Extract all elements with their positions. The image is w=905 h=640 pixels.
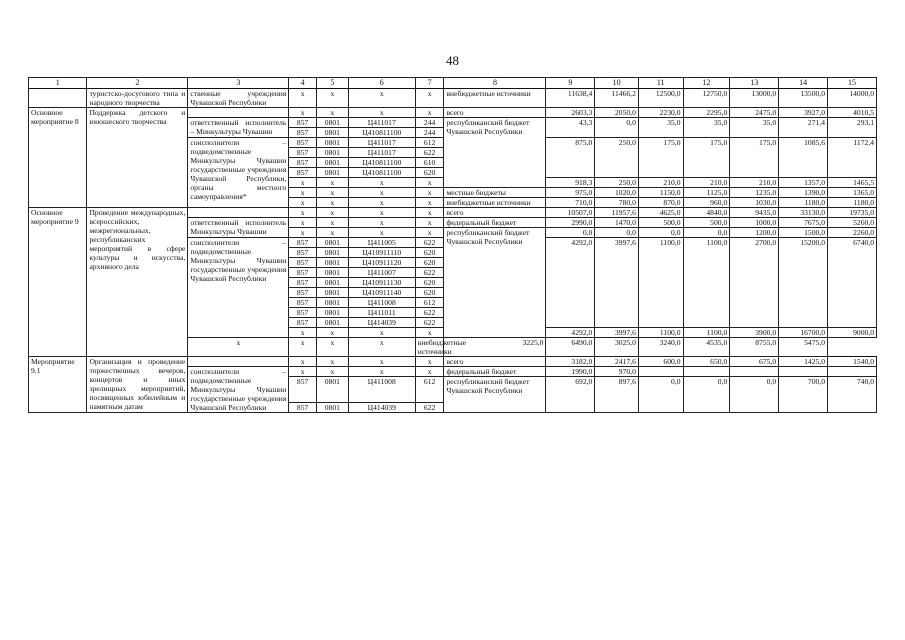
amount-cell: 1365,0	[828, 188, 877, 198]
grbs-code-cell: x	[289, 198, 317, 208]
amount-cell: 1125,0	[683, 188, 730, 198]
executor-cell	[188, 357, 289, 367]
amount-cell: 11638,4	[546, 89, 595, 108]
grbs-code-cell: x	[289, 367, 317, 377]
event-name-cell: туристско-досугового типа и народного творчества	[87, 89, 188, 108]
amount-cell: 11466,2	[595, 89, 639, 108]
amount-cell: 692,0	[546, 377, 595, 413]
target-article-cell: x	[348, 367, 415, 377]
header-cell: 6	[348, 78, 415, 89]
amount-cell: 1100,0	[638, 328, 683, 338]
amount-cell: 1180,0	[828, 198, 877, 208]
amount-cell: 3025,0	[595, 338, 639, 357]
amount-cell: 10507,0	[546, 208, 595, 218]
expense-type-cell: x	[415, 89, 444, 108]
amount-cell: 1390,0	[779, 188, 828, 198]
amount-cell: 4292,0	[546, 328, 595, 338]
amount-cell: 3997,6	[595, 328, 639, 338]
budget-table	[28, 77, 877, 413]
grbs-code-cell: 857	[289, 403, 317, 413]
amount-cell	[683, 367, 730, 377]
funding-source-cell: всего	[444, 208, 546, 218]
expense-type-cell: 620	[415, 288, 444, 298]
section-code-cell: 0801	[316, 138, 348, 148]
event-name-cell: Поддержка детского и юношеского творчества	[87, 108, 188, 208]
section-code-cell: 0801	[316, 128, 348, 138]
section-code-cell: x	[316, 208, 348, 218]
grbs-code-cell: 857	[289, 377, 317, 403]
expense-type-cell: 612	[415, 138, 444, 148]
target-article-cell: Ц411008	[348, 298, 415, 308]
target-article-cell: Ц414039	[348, 318, 415, 328]
grbs-code-cell: x	[289, 218, 317, 228]
funding-source-cell: всего	[444, 357, 546, 367]
header-cell: 5	[316, 78, 348, 89]
amount-cell: 35,0	[730, 118, 779, 138]
event-name-cell: Проведение международных, всероссийских, межрегиональных, республиканских мероприятий в сфере культуры и искусства, архивного дела	[87, 208, 188, 357]
amount-cell: 2700,0	[730, 238, 779, 328]
amount-cell: 0,0	[546, 228, 595, 238]
amount-cell: 250,0	[595, 178, 639, 188]
header-cell: 7	[415, 78, 444, 89]
expense-type-cell: x	[415, 188, 444, 198]
amount-cell: 293,1	[828, 118, 877, 138]
header-cell: 2	[87, 78, 188, 89]
header-cell: 1	[29, 78, 87, 89]
funding-source-cell: федеральный бюджет	[444, 367, 546, 377]
grbs-code-cell: 857	[289, 268, 317, 278]
header-cell: 10	[595, 78, 639, 89]
amount-cell: 3927,0	[779, 108, 828, 118]
target-article-cell: Ц411017	[348, 148, 415, 158]
header-cell: 3	[188, 78, 289, 89]
grbs-code-cell: 857	[289, 308, 317, 318]
expense-type-cell: x	[415, 178, 444, 188]
target-article-cell: Ц411008	[348, 377, 415, 403]
section-code-cell: 0801	[316, 248, 348, 258]
amount-cell: 33130,0	[779, 208, 828, 218]
funding-source-cell: республиканский бюджет Чувашской Республики	[444, 118, 546, 188]
grbs-code-cell: x	[289, 178, 317, 188]
target-article-cell: Ц410911130	[348, 278, 415, 288]
grbs-code-cell: x	[289, 108, 317, 118]
amount-cell: 175,0	[683, 138, 730, 178]
section-code-cell: 0801	[316, 298, 348, 308]
amount-cell: 7675,0	[779, 218, 828, 228]
amount-cell: 2417,6	[595, 357, 639, 367]
section-code-cell: 0801	[316, 238, 348, 248]
target-article-cell: Ц411011	[348, 308, 415, 318]
table-row	[29, 89, 877, 108]
section-code-cell: x	[316, 228, 348, 238]
amount-cell: 650,0	[683, 357, 730, 367]
amount-cell: 2230,0	[638, 108, 683, 118]
table-row	[29, 108, 877, 118]
target-article-cell: Ц410911140	[348, 288, 415, 298]
section-code-cell: x	[316, 357, 348, 367]
target-article-cell: x	[348, 328, 415, 338]
amount-cell: 175,0	[730, 138, 779, 178]
executor-cell	[188, 108, 289, 118]
target-article-cell: x	[348, 357, 415, 367]
event-label-cell	[29, 89, 87, 108]
grbs-code-cell: 857	[289, 248, 317, 258]
grbs-code-cell: 857	[289, 138, 317, 148]
executor-cell	[188, 208, 289, 218]
amount-cell: 43,3	[546, 118, 595, 138]
amount-cell: 9000,0	[828, 328, 877, 338]
target-article-cell: Ц411017	[348, 138, 415, 148]
header-cell: 13	[730, 78, 779, 89]
expense-type-cell: 622	[415, 148, 444, 158]
section-code-cell: 0801	[316, 318, 348, 328]
amount-cell: 780,0	[595, 198, 639, 208]
section-code-cell: 0801	[316, 308, 348, 318]
target-article-cell: x	[348, 218, 415, 228]
amount-cell: 3997,6	[595, 238, 639, 328]
expense-type-cell: x	[415, 328, 444, 338]
expense-type-cell: 612	[415, 377, 444, 403]
amount-cell	[638, 367, 683, 377]
event-label-cell: Основное мероприятие 9	[29, 208, 87, 357]
section-code-cell: x	[316, 198, 348, 208]
grbs-code-cell: x	[289, 357, 317, 367]
expense-type-cell: x	[415, 367, 444, 377]
target-article-cell: Ц410811100	[348, 158, 415, 168]
amount-cell: 1100,0	[638, 238, 683, 328]
amount-cell: 1150,0	[638, 188, 683, 198]
header-row	[29, 78, 877, 89]
expense-type-cell: 244	[415, 128, 444, 138]
section-code-cell: 0801	[316, 148, 348, 158]
grbs-code-cell: x	[289, 328, 317, 338]
section-code-cell: 0801	[316, 278, 348, 288]
amount-cell	[828, 367, 877, 377]
amount-cell: 5475,0	[779, 338, 828, 357]
funding-source-cell: республиканский бюджет Чувашской Республики	[444, 228, 546, 338]
section-code-cell: 0801	[316, 403, 348, 413]
section-code-cell: 0801	[316, 168, 348, 178]
amount-cell: 14000,0	[828, 89, 877, 108]
page-number: 48	[446, 53, 459, 68]
amount-cell: 5260,0	[828, 218, 877, 228]
target-article-cell: x	[348, 198, 415, 208]
amount-cell: 12500,0	[638, 89, 683, 108]
amount-cell: 35,0	[683, 118, 730, 138]
grbs-code-cell: 857	[289, 128, 317, 138]
executor-cell: соисполнители – подведомственные Минкультуры Чувашии государственные учреждения Чувашской Республики	[188, 367, 289, 413]
executor-cell: ответственный исполнитель – Минкультуры Чувашии	[188, 118, 289, 138]
amount-cell: 1100,0	[683, 238, 730, 328]
expense-type-cell: 622	[415, 268, 444, 278]
executor-cell: ответственный исполнитель Минкультуры Чувашии	[188, 218, 289, 238]
expense-type-cell: 622	[415, 308, 444, 318]
amount-cell: 4292,0	[546, 238, 595, 328]
expense-type-cell: 622	[415, 318, 444, 328]
amount-cell: 600,0	[638, 357, 683, 367]
amount-cell: 2603,3	[546, 108, 595, 118]
expense-type-cell: x	[348, 338, 415, 357]
expense-type-cell: 622	[415, 403, 444, 413]
amount-cell: 1235,0	[730, 188, 779, 198]
expense-type-cell: 620	[415, 258, 444, 268]
amount-cell: 0,0	[683, 377, 730, 413]
expense-type-cell: x	[415, 208, 444, 218]
amount-cell: 875,0	[546, 138, 595, 178]
amount-cell: 970,0	[595, 367, 639, 377]
section-code-cell: x	[316, 328, 348, 338]
target-article-cell: Ц411005	[348, 238, 415, 248]
amount-cell: 1990,0	[546, 367, 595, 377]
amount-cell: 0,0	[730, 377, 779, 413]
section-code-cell: x	[316, 108, 348, 118]
header-cell: 14	[779, 78, 828, 89]
amount-cell: 3240,0	[638, 338, 683, 357]
grbs-code-cell: 857	[289, 288, 317, 298]
target-article-cell: x	[348, 89, 415, 108]
amount-cell: 12750,0	[683, 89, 730, 108]
expense-type-cell: 622	[415, 238, 444, 248]
funding-source-cell: всего	[444, 108, 546, 118]
header-cell: 12	[683, 78, 730, 89]
amount-cell: 15200,0	[779, 238, 828, 328]
amount-cell: 8755,0	[730, 338, 779, 357]
section-code-cell: 0801	[316, 377, 348, 403]
section-code-cell: x	[289, 338, 317, 357]
amount-cell: 700,0	[779, 377, 828, 413]
amount-cell: 9435,0	[730, 208, 779, 218]
target-article-cell: x	[348, 108, 415, 118]
section-code-cell: x	[316, 188, 348, 198]
amount-cell: 1470,0	[595, 218, 639, 228]
section-code-cell: 0801	[316, 158, 348, 168]
expense-type-cell: 620	[415, 278, 444, 288]
amount-cell: 3900,0	[730, 328, 779, 338]
amount-cell: 500,0	[683, 218, 730, 228]
amount-cell: 1540,0	[828, 357, 877, 367]
amount-cell	[779, 367, 828, 377]
amount-cell: 3225,0	[444, 338, 546, 357]
executor-cell: соисполнители – подведомственные Минкультуры Чувашии государственные учреждения Чувашской Республики	[188, 238, 289, 338]
target-article-cell: Ц411007	[348, 268, 415, 278]
amount-cell: 0,0	[683, 228, 730, 238]
amount-cell: 0,0	[595, 228, 639, 238]
table-row	[29, 357, 877, 367]
amount-cell: 1465,5	[828, 178, 877, 188]
amount-cell: 210,0	[638, 178, 683, 188]
target-article-cell: x	[316, 338, 348, 357]
amount-cell: 500,0	[638, 218, 683, 228]
executor-cell: ственные учреждения Чувашской Республики	[188, 89, 289, 108]
table-row	[29, 208, 877, 218]
amount-cell: 960,0	[683, 198, 730, 208]
amount-cell: 1500,0	[779, 228, 828, 238]
funding-source-cell: федеральный бюджет	[444, 218, 546, 228]
target-article-cell: Ц410911110	[348, 248, 415, 258]
amount-cell: 2050,0	[595, 108, 639, 118]
funding-source-cell: республиканский бюджет Чувашской Республики	[444, 377, 546, 413]
grbs-code-cell: 857	[289, 318, 317, 328]
funding-source-cell: внебюджетные источники	[444, 198, 546, 208]
amount-cell: 675,0	[730, 357, 779, 367]
amount-cell: 1000,0	[730, 218, 779, 228]
event-name-cell: Организация и проведение торжественных вечеров, концертов и иных зрелищных мероприятий, посвященных юбилейным и памятным датам	[87, 357, 188, 413]
amount-cell: 2260,0	[828, 228, 877, 238]
expense-type-cell: 244	[415, 118, 444, 128]
event-label-cell: Основное мероприятие 8	[29, 108, 87, 208]
amount-cell: 1100,0	[683, 328, 730, 338]
amount-cell: 2475,0	[730, 108, 779, 118]
grbs-code-cell: 857	[289, 148, 317, 158]
expense-type-cell: 620	[415, 168, 444, 178]
expense-type-cell: x	[415, 218, 444, 228]
amount-cell: 2295,0	[683, 108, 730, 118]
section-code-cell: 0801	[316, 258, 348, 268]
expense-type-cell: 612	[415, 298, 444, 308]
amount-cell: 1020,0	[595, 188, 639, 198]
amount-cell: 1357,0	[779, 178, 828, 188]
section-code-cell: 0801	[316, 268, 348, 278]
target-article-cell: Ц410811100	[348, 168, 415, 178]
event-label-cell: Мероприятие 9.1	[29, 357, 87, 413]
target-article-cell: x	[348, 208, 415, 218]
funding-source-cell: внебюджетные источники	[444, 89, 546, 108]
grbs-code-cell: 857	[289, 278, 317, 288]
grbs-code-cell: 857	[289, 258, 317, 268]
amount-cell: 4535,0	[683, 338, 730, 357]
section-code-cell: x	[316, 89, 348, 108]
amount-cell: 250,0	[595, 138, 639, 178]
amount-cell: 210,0	[730, 178, 779, 188]
expense-type-cell: x	[415, 198, 444, 208]
target-article-cell: Ц411017	[348, 118, 415, 128]
amount-cell: 918,3	[546, 178, 595, 188]
header-cell: 11	[638, 78, 683, 89]
grbs-code-cell: x	[289, 188, 317, 198]
target-article-cell: Ц410911120	[348, 258, 415, 268]
amount-cell: 6490,0	[546, 338, 595, 357]
section-code-cell: x	[316, 218, 348, 228]
amount-cell: 975,0	[546, 188, 595, 198]
amount-cell: 1085,6	[779, 138, 828, 178]
amount-cell: 35,0	[638, 118, 683, 138]
grbs-code-cell: 857	[289, 298, 317, 308]
amount-cell: 1180,0	[779, 198, 828, 208]
expense-type-cell: 610	[415, 158, 444, 168]
expense-type-cell: 620	[415, 248, 444, 258]
expense-type-cell: x	[415, 357, 444, 367]
grbs-code-cell: x	[289, 89, 317, 108]
amount-cell: 0,0	[638, 228, 683, 238]
grbs-code-cell: 857	[289, 168, 317, 178]
target-article-cell: Ц410811100	[348, 128, 415, 138]
grbs-code-cell: 857	[289, 238, 317, 248]
executor-cell: соисполнители – подведомственные Минкультуры Чувашии государственные учреждения Чувашской Республики, органы местного самоуправления*	[188, 138, 289, 208]
amount-cell: 175,0	[638, 138, 683, 178]
amount-cell: 1200,0	[730, 228, 779, 238]
amount-cell: 6740,0	[828, 238, 877, 328]
section-code-cell: x	[316, 178, 348, 188]
amount-cell: 13000,0	[730, 89, 779, 108]
section-code-cell: x	[316, 367, 348, 377]
section-code-cell: 0801	[316, 288, 348, 298]
amount-cell: 4010,5	[828, 108, 877, 118]
amount-cell: 0,0	[638, 377, 683, 413]
amount-cell: 271,4	[779, 118, 828, 138]
amount-cell: 19735,0	[828, 208, 877, 218]
amount-cell: 897,6	[595, 377, 639, 413]
expense-type-cell: x	[415, 228, 444, 238]
amount-cell: 4840,0	[683, 208, 730, 218]
amount-cell: 0,0	[595, 118, 639, 138]
amount-cell: 1172,4	[828, 138, 877, 178]
amount-cell: 870,0	[638, 198, 683, 208]
amount-cell: 740,0	[828, 377, 877, 413]
amount-cell: 13500,0	[779, 89, 828, 108]
target-article-cell: Ц414039	[348, 403, 415, 413]
amount-cell: 4625,0	[638, 208, 683, 218]
amount-cell	[730, 367, 779, 377]
amount-cell: 1425,0	[779, 357, 828, 367]
funding-source-cell: местные бюджеты	[444, 188, 546, 198]
grbs-code-cell: x	[289, 228, 317, 238]
header-cell: 15	[828, 78, 877, 89]
amount-cell: 1030,0	[730, 198, 779, 208]
header-cell: 9	[546, 78, 595, 89]
section-code-cell: 0801	[316, 118, 348, 128]
amount-cell: 16700,0	[779, 328, 828, 338]
amount-cell: 3182,0	[546, 357, 595, 367]
grbs-code-cell: 857	[289, 118, 317, 128]
grbs-code-cell: x	[188, 338, 289, 357]
target-article-cell: x	[348, 228, 415, 238]
header-cell: 8	[444, 78, 546, 89]
header-cell: 4	[289, 78, 317, 89]
target-article-cell: x	[348, 178, 415, 188]
expense-type-cell: x	[415, 108, 444, 118]
amount-cell: 710,0	[546, 198, 595, 208]
funding-source-cell: внебюджетные источники	[415, 338, 444, 357]
grbs-code-cell: x	[289, 208, 317, 218]
amount-cell: 11957,6	[595, 208, 639, 218]
target-article-cell: x	[348, 188, 415, 198]
amount-cell: 2990,0	[546, 218, 595, 228]
amount-cell: 210,0	[683, 178, 730, 188]
grbs-code-cell: 857	[289, 158, 317, 168]
